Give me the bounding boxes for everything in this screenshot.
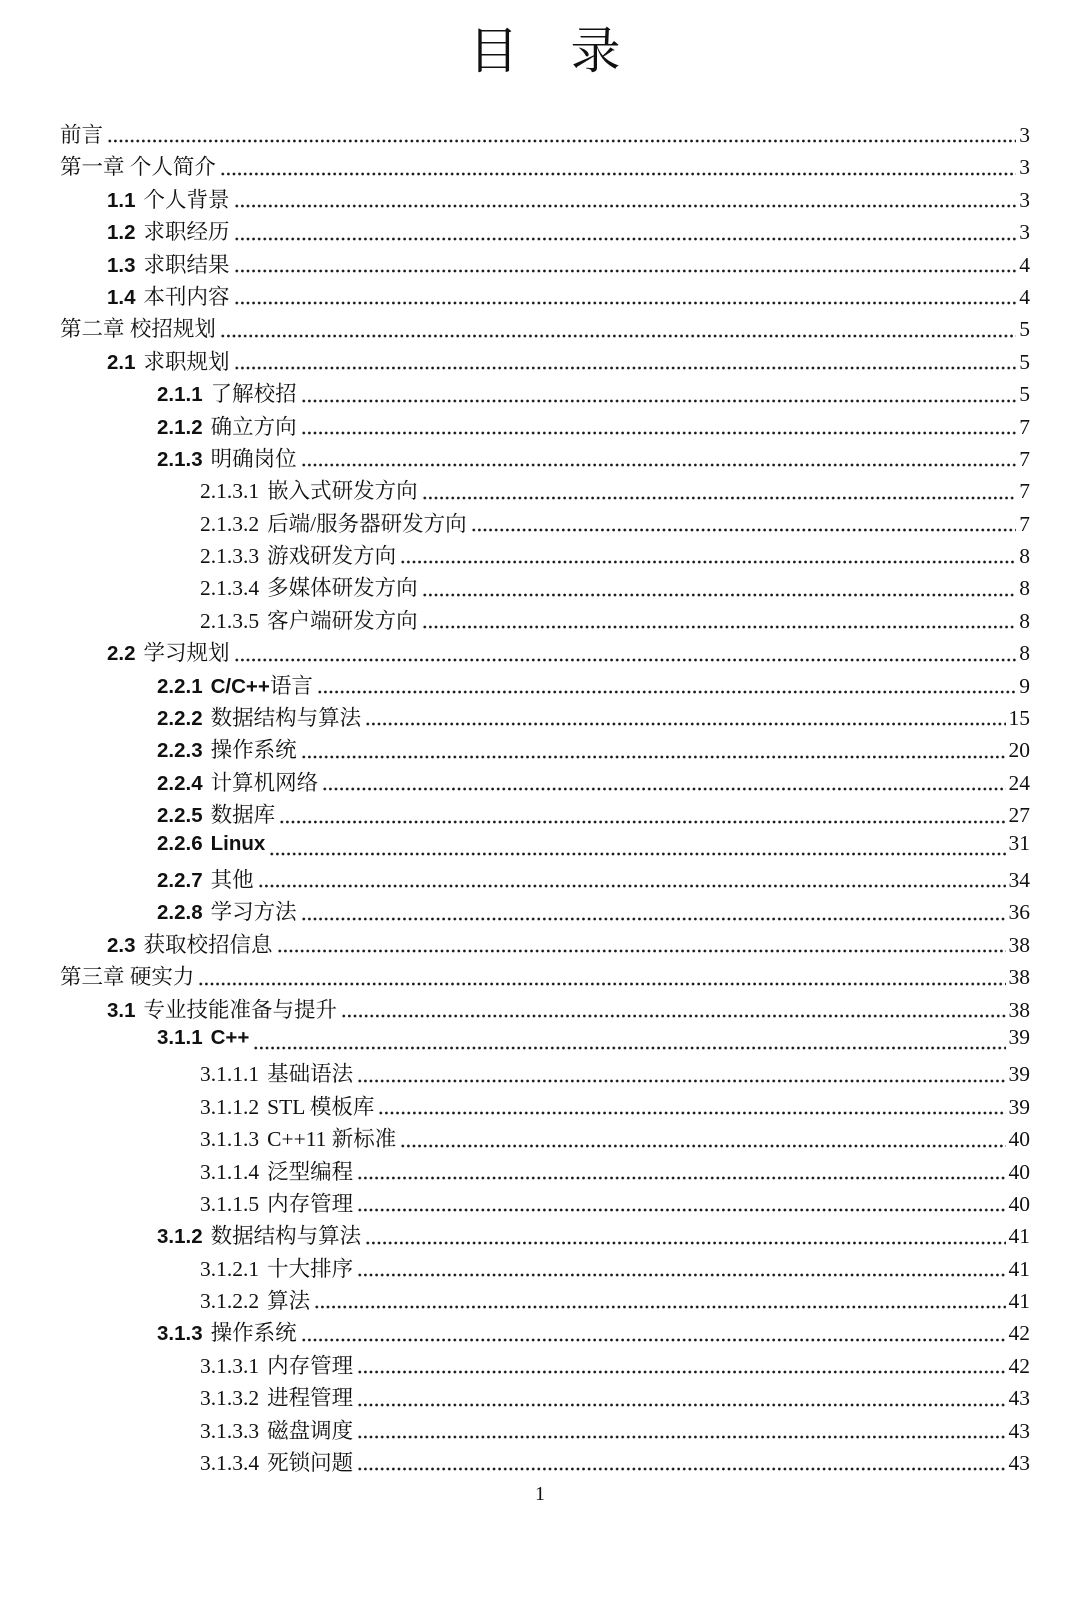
toc-entry-title: 操作系统 bbox=[210, 1321, 297, 1346]
dot-leader bbox=[234, 237, 1017, 241]
toc-entry-number: 3.1.1 bbox=[157, 1025, 203, 1049]
toc-entry-number: 2.2.4 bbox=[157, 771, 203, 795]
toc-entry bbox=[60, 1349, 1030, 1381]
toc-entry-number: 2.2.6 bbox=[157, 831, 203, 855]
toc-entry-number: 2.2.8 bbox=[157, 901, 203, 925]
dot-leader bbox=[357, 1435, 1005, 1439]
toc-entry bbox=[60, 895, 1030, 927]
toc-entry-title: 个人背景 bbox=[143, 187, 230, 212]
toc-entry bbox=[60, 669, 1030, 701]
toc-entry-title: 基础语法 bbox=[267, 1062, 354, 1087]
toc-entry bbox=[60, 831, 1030, 863]
toc-entry-number: 1.3 bbox=[107, 253, 136, 277]
toc-entry-title: 操作系统 bbox=[210, 738, 297, 763]
dot-leader bbox=[422, 593, 1017, 597]
toc-entry-title: 客户端研发方向 bbox=[267, 608, 418, 633]
toc-entry bbox=[60, 312, 1030, 344]
toc-entry bbox=[60, 248, 1030, 280]
dot-leader bbox=[400, 560, 1016, 564]
toc-entry-title: 第三章 硬实力 bbox=[60, 965, 195, 990]
toc-entry-number: 3.1.1.1 bbox=[200, 1062, 260, 1087]
dot-leader bbox=[357, 1079, 1005, 1083]
toc-entry-title: 嵌入式研发方向 bbox=[267, 479, 418, 504]
toc-entry-title: STL 模板库 bbox=[267, 1094, 375, 1119]
toc-entry bbox=[60, 571, 1030, 603]
toc-entry-page: 4 bbox=[1019, 252, 1030, 277]
toc-entry-number: 2.2.5 bbox=[157, 804, 203, 828]
toc-entry-page: 31 bbox=[1008, 830, 1030, 855]
dot-leader bbox=[378, 1111, 1005, 1115]
toc-entry-page: 24 bbox=[1008, 770, 1030, 795]
dot-leader bbox=[341, 1014, 1005, 1018]
toc-entry-number: 2.1.3.4 bbox=[200, 576, 260, 601]
toc-entry-number: 3.1 bbox=[107, 998, 136, 1022]
toc-entry-page: 8 bbox=[1019, 576, 1030, 601]
toc-entry-number: 2.1.1 bbox=[157, 383, 203, 407]
page-title: 目 录 bbox=[468, 23, 622, 79]
toc-entry-page: 27 bbox=[1008, 803, 1030, 828]
toc-entry bbox=[60, 1187, 1030, 1219]
toc-entry-latin-title: C/C++ bbox=[210, 674, 270, 698]
page-number-footer: 1 bbox=[535, 1483, 545, 1505]
toc-entry-title: 数据结构与算法 bbox=[210, 1224, 362, 1249]
dot-leader bbox=[357, 1208, 1005, 1212]
toc-entry-number: 2.1.3.3 bbox=[200, 544, 260, 569]
toc-entry bbox=[60, 928, 1030, 960]
toc-entry-number: 1.4 bbox=[107, 285, 136, 309]
toc-entry-page: 3 bbox=[1019, 187, 1030, 212]
toc-entry bbox=[60, 1025, 1030, 1057]
dot-leader bbox=[279, 820, 1005, 824]
dot-leader bbox=[357, 1273, 1005, 1277]
toc-entry-page: 7 bbox=[1019, 414, 1030, 439]
dot-leader bbox=[198, 982, 1005, 986]
toc-entry-number: 2.2.3 bbox=[157, 739, 203, 763]
toc-entry bbox=[60, 1381, 1030, 1413]
toc-entry bbox=[60, 701, 1030, 733]
toc-entry-title: 磁盘调度 bbox=[267, 1418, 354, 1443]
toc-entry-title: 本刊内容 bbox=[143, 284, 230, 309]
toc-entry-title: 多媒体研发方向 bbox=[267, 576, 418, 601]
toc-entry bbox=[60, 1090, 1030, 1122]
toc-entry-page: 40 bbox=[1008, 1191, 1030, 1216]
toc-entry-title: 数据库 bbox=[210, 803, 276, 828]
toc-entry-number: 3.1.2 bbox=[157, 1225, 203, 1249]
toc-entry bbox=[60, 604, 1030, 636]
dot-leader bbox=[400, 1144, 1005, 1148]
toc-entry-number: 2.1.3.2 bbox=[200, 511, 260, 536]
toc-entry-page: 3 bbox=[1019, 155, 1030, 180]
dot-leader bbox=[365, 1241, 1005, 1245]
toc-entry-number: 2.1.3.5 bbox=[200, 608, 260, 633]
toc-entry-page: 9 bbox=[1019, 673, 1030, 698]
toc-entry-title: 前言 bbox=[60, 123, 104, 147]
toc-entry-number: 2.1.2 bbox=[157, 415, 203, 439]
toc-entry bbox=[60, 863, 1030, 895]
toc-entry bbox=[60, 474, 1030, 506]
toc-entry-page: 5 bbox=[1019, 317, 1030, 342]
toc-entry-page: 42 bbox=[1008, 1321, 1030, 1346]
dot-leader bbox=[301, 463, 1017, 467]
toc-entry-number: 2.3 bbox=[107, 933, 136, 957]
dot-leader bbox=[422, 625, 1017, 629]
toc-entry-page: 15 bbox=[1008, 706, 1030, 731]
dot-leader bbox=[301, 431, 1017, 435]
dot-leader bbox=[277, 949, 1006, 953]
toc-entry-page: 42 bbox=[1008, 1353, 1030, 1378]
dot-leader bbox=[301, 755, 1006, 759]
dot-leader bbox=[317, 690, 1016, 694]
toc-entry-title: 求职规划 bbox=[143, 349, 230, 374]
toc-entry-number: 2.1 bbox=[107, 350, 136, 374]
toc-entry-title: 数据结构与算法 bbox=[210, 706, 362, 731]
toc-entry bbox=[60, 539, 1030, 571]
toc-entry-page: 39 bbox=[1008, 1094, 1030, 1119]
toc-entry bbox=[60, 410, 1030, 442]
toc-entry bbox=[60, 150, 1030, 182]
dot-leader bbox=[269, 852, 1005, 856]
toc-entry-page: 3 bbox=[1019, 123, 1030, 147]
toc-entry-title: 泛型编程 bbox=[267, 1159, 354, 1184]
toc-entry-number: 3.1.2.2 bbox=[200, 1289, 260, 1314]
toc-entry-page: 7 bbox=[1019, 479, 1030, 504]
toc-entry-title: 第一章 个人简介 bbox=[60, 155, 216, 180]
dot-leader bbox=[471, 528, 1017, 532]
toc-entry-page: 8 bbox=[1019, 641, 1030, 666]
dot-leader bbox=[253, 1046, 1005, 1050]
toc-entry-page: 40 bbox=[1008, 1127, 1030, 1152]
toc-entry-title: 求职结果 bbox=[143, 252, 230, 277]
dot-leader bbox=[258, 884, 1006, 888]
toc-entry bbox=[60, 1122, 1030, 1154]
toc-entry-title: 十大排序 bbox=[267, 1256, 354, 1281]
toc-entry bbox=[60, 993, 1030, 1025]
dot-leader bbox=[301, 917, 1006, 921]
toc-entry-page: 38 bbox=[1008, 997, 1030, 1022]
toc-entry-title: C++11 新标准 bbox=[267, 1127, 397, 1152]
toc-entry-number: 2.1.3.1 bbox=[200, 479, 260, 504]
toc-entry-page: 43 bbox=[1008, 1386, 1030, 1411]
toc-entry bbox=[60, 766, 1030, 798]
dot-leader bbox=[357, 1370, 1005, 1374]
toc-entry-number: 3.1.3.4 bbox=[200, 1451, 260, 1476]
toc-entry-page: 8 bbox=[1019, 544, 1030, 569]
toc-entry-number: 3.1.1.3 bbox=[200, 1127, 260, 1152]
toc-entry bbox=[60, 798, 1030, 830]
toc-entry-title: 其他 bbox=[210, 867, 254, 892]
toc-entry-title: 学习规划 bbox=[143, 641, 230, 666]
toc-entry-number: 1.1 bbox=[107, 188, 136, 212]
dot-leader bbox=[357, 1467, 1005, 1471]
toc-entry bbox=[60, 1316, 1030, 1348]
dot-leader bbox=[220, 172, 1016, 176]
toc-entry-number: 3.1.3.2 bbox=[200, 1386, 260, 1411]
toc-entry bbox=[60, 1219, 1030, 1251]
toc-entry bbox=[60, 280, 1030, 312]
toc-entry-page: 38 bbox=[1008, 965, 1030, 990]
toc-entry-title: 算法 bbox=[267, 1289, 311, 1314]
toc-entry-number: 3.1.1.4 bbox=[200, 1159, 260, 1184]
toc-entry bbox=[60, 183, 1030, 215]
toc-entry bbox=[60, 1414, 1030, 1446]
toc-entry-number: 3.1.1.5 bbox=[200, 1191, 260, 1216]
toc-entry-title: 学习方法 bbox=[210, 900, 297, 925]
toc-entry-number: 2.2 bbox=[107, 642, 136, 666]
toc-entry-title: 内存管理 bbox=[267, 1191, 354, 1216]
toc-entry-title: 死锁问题 bbox=[267, 1451, 354, 1476]
toc-entry-number: 2.2.7 bbox=[157, 868, 203, 892]
toc-entry-title: 语言 bbox=[269, 673, 313, 698]
dot-leader bbox=[234, 301, 1017, 305]
toc-entry-title: 求职经历 bbox=[143, 220, 230, 245]
toc-entry-page: 7 bbox=[1019, 446, 1030, 471]
toc-entry-page: 38 bbox=[1008, 932, 1030, 957]
toc-entry bbox=[60, 1252, 1030, 1284]
toc-entry-page: 4 bbox=[1019, 284, 1030, 309]
toc-entry bbox=[60, 118, 1030, 150]
dot-leader bbox=[107, 139, 1016, 143]
toc-entry-title: 明确岗位 bbox=[210, 446, 297, 471]
dot-leader bbox=[357, 1403, 1005, 1407]
toc-entry bbox=[60, 345, 1030, 377]
toc-entry-title: 内存管理 bbox=[267, 1353, 354, 1378]
dot-leader bbox=[301, 1338, 1006, 1342]
toc-entry bbox=[60, 1155, 1030, 1187]
toc-entry-number: 2.1.3 bbox=[157, 447, 203, 471]
toc-entry-number: 2.2.1 bbox=[157, 674, 203, 698]
toc-entry-title: 进程管理 bbox=[267, 1386, 354, 1411]
toc-entry-page: 20 bbox=[1008, 738, 1030, 763]
toc-entry bbox=[60, 733, 1030, 765]
dot-leader bbox=[365, 722, 1005, 726]
toc-entry-title: 游戏研发方向 bbox=[267, 544, 397, 569]
toc-entry-title: 了解校招 bbox=[210, 382, 297, 407]
toc-entry-number: 2.2.2 bbox=[157, 707, 203, 731]
toc-entry-page: 40 bbox=[1008, 1159, 1030, 1184]
toc-entry-title: 获取校招信息 bbox=[143, 932, 273, 957]
toc-entry-page: 5 bbox=[1019, 349, 1030, 374]
toc-entry-page: 8 bbox=[1019, 608, 1030, 633]
dot-leader bbox=[234, 269, 1017, 273]
toc-entry-page: 39 bbox=[1008, 1024, 1030, 1049]
toc-entry-page: 3 bbox=[1019, 220, 1030, 245]
toc-entry-page: 7 bbox=[1019, 511, 1030, 536]
toc-entry bbox=[60, 636, 1030, 668]
dot-leader bbox=[422, 496, 1017, 500]
toc-entry-page: 41 bbox=[1008, 1289, 1030, 1314]
toc-entry-number: 3.1.2.1 bbox=[200, 1256, 260, 1281]
toc-entry-number: 3.1.3.1 bbox=[200, 1353, 260, 1378]
toc-entry-page: 36 bbox=[1008, 900, 1030, 925]
toc-entry bbox=[60, 960, 1030, 992]
dot-leader bbox=[234, 366, 1017, 370]
toc-entry-page: 5 bbox=[1019, 382, 1030, 407]
dot-leader bbox=[220, 334, 1016, 338]
toc-entry bbox=[60, 1284, 1030, 1316]
dot-leader bbox=[234, 658, 1017, 662]
toc-entry-title: 专业技能准备与提升 bbox=[143, 997, 338, 1022]
toc-entry-number: 3.1.3.3 bbox=[200, 1418, 260, 1443]
toc-entry-latin-title: Linux bbox=[210, 831, 266, 855]
toc-entry-title: 计算机网络 bbox=[210, 770, 319, 795]
toc-entry-page: 41 bbox=[1008, 1256, 1030, 1281]
toc-entry-number: 3.1.1.2 bbox=[200, 1094, 260, 1119]
toc-entry-title: 第二章 校招规划 bbox=[60, 317, 216, 342]
toc-list bbox=[60, 118, 1030, 1478]
toc-entry bbox=[60, 442, 1030, 474]
toc-entry-page: 41 bbox=[1008, 1224, 1030, 1249]
toc-entry bbox=[60, 1057, 1030, 1089]
toc-entry bbox=[60, 377, 1030, 409]
toc-entry bbox=[60, 507, 1030, 539]
toc-entry-page: 43 bbox=[1008, 1418, 1030, 1443]
toc-entry-page: 39 bbox=[1008, 1062, 1030, 1087]
dot-leader bbox=[314, 1305, 1005, 1309]
toc-entry bbox=[60, 215, 1030, 247]
toc-entry bbox=[60, 1446, 1030, 1478]
toc-entry-page: 34 bbox=[1008, 867, 1030, 892]
toc-entry-title: 后端/服务器研发方向 bbox=[267, 511, 467, 536]
toc-entry-latin-title: C++ bbox=[210, 1025, 250, 1049]
toc-entry-page: 43 bbox=[1008, 1451, 1030, 1476]
toc-entry-number: 1.2 bbox=[107, 221, 136, 245]
toc-entry-title: 确立方向 bbox=[210, 414, 297, 439]
dot-leader bbox=[357, 1176, 1005, 1180]
dot-leader bbox=[234, 204, 1017, 208]
dot-leader bbox=[322, 787, 1005, 791]
toc-entry-number: 3.1.3 bbox=[157, 1322, 203, 1346]
dot-leader bbox=[301, 399, 1017, 403]
